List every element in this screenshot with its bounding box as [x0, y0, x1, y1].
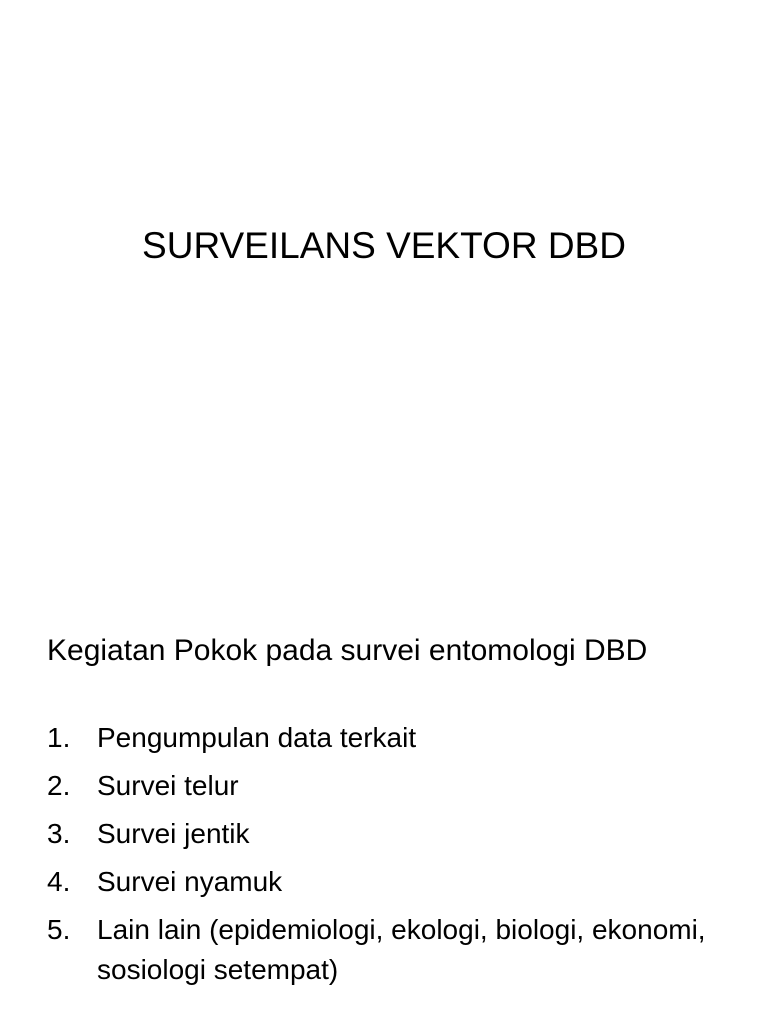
- list-item-number: 1.: [47, 722, 71, 753]
- list-item-text: Survei jentik: [97, 818, 250, 849]
- list-item-text: Survei telur: [97, 770, 239, 801]
- list-item-number: 5.: [47, 914, 71, 945]
- slide-title-text: SURVEILANS VEKTOR DBD: [142, 225, 626, 266]
- list-item-text: Pengumpulan data terkait: [97, 722, 417, 753]
- list-item-number: 2.: [47, 770, 71, 801]
- slide-content: [0, 512, 768, 1024]
- list-item-text: Lain lain (epidemiologi, ekologi, biologi, ekonomi, sosiologi setempat): [97, 914, 706, 985]
- list-item: [47, 766, 727, 806]
- list-item-number: 3.: [47, 818, 71, 849]
- content-heading: Kegiatan Pokok pada survei entomologi DBD: [47, 634, 648, 667]
- list-item: [47, 718, 727, 758]
- list-item: [47, 862, 727, 902]
- list-item-number: 4.: [47, 866, 71, 897]
- list-item: [47, 910, 727, 990]
- list-item: [47, 814, 727, 854]
- activity-list: [47, 718, 727, 998]
- list-item-text: Survei nyamuk: [97, 866, 283, 897]
